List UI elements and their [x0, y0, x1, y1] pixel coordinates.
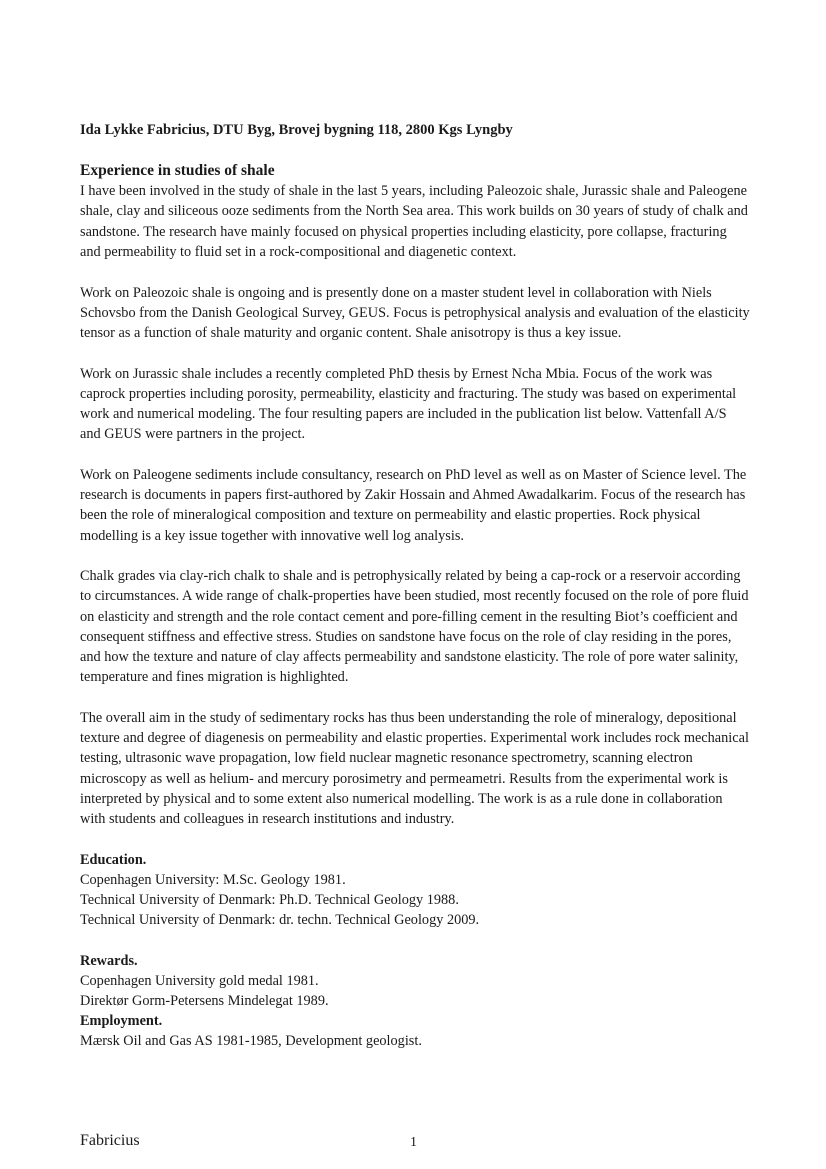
experience-paragraph-5: Chalk grades via clay-rich chalk to shale and is petrophysically related by being a cap-rock or a reservoir according to circumstances. A wide range of chalk-properties have been studied, most recently focused on the role of pore fluid on elasticity and strength and the role contact cement and pore-filling cement in the resulting Biot’s coefficient and consequent stiffness and effective stress. Studies on sandstone have focus on the role of clay residing in the pores, and how the texture and nature of clay affects permeability and sandstone elasticity. The role of pore water salinity, temperature and fines migration is highlighted.	[80, 568, 749, 686]
experience-paragraph-1: I have been involved in the study of shale in the last 5 years, including Paleozoic shale, Jurassic shale and Paleogene shale, clay and siliceous ooze sediments from the North Sea area. This work builds on 30 years of study of chalk and sandstone. The research have mainly focused on physical properties including elasticity, pore collapse, fracturing and permeability to fluid set in a rock-compositional and diagenetic context.	[80, 183, 748, 260]
rewards-title: Rewards.	[80, 952, 138, 969]
education-item: Technical University of Denmark: Ph.D. Technical Geology 1988.	[80, 892, 459, 909]
footer-author-name: Fabricius	[80, 1132, 140, 1149]
education-title: Education.	[80, 851, 147, 868]
rewards-item: Copenhagen University gold medal 1981.	[80, 972, 319, 989]
experience-section-title: Experience in studies of shale	[80, 162, 275, 180]
author-affiliation-line: Ida Lykke Fabricius, DTU Byg, Brovej bygning 118, 2800 Kgs Lyngby	[80, 122, 513, 138]
education-item: Technical University of Denmark: dr. techn. Technical Geology 2009.	[80, 912, 480, 929]
education-item: Copenhagen University: M.Sc. Geology 1981.	[80, 871, 346, 888]
experience-paragraph-3: Work on Jurassic shale includes a recently completed PhD thesis by Ernest Ncha Mbia. Focus of the work was caprock properties including porosity, permeability, elasticity and fracturing. The study was based on experimental work and numerical modeling. The four resulting papers are included in the publication list below. Vattenfall A/S and GEUS were partners in the project.	[80, 365, 737, 443]
experience-paragraph-6: The overall aim in the study of sedimentary rocks has thus been understanding the role of mineralogy, depositional texture and degree of diagenesis on permeability and elastic properties. Experimental work includes rock mechanical testing, ultrasonic wave propagation, low field nuclear magnetic resonance spectrometry, scanning electron microscopy as well as helium- and mercury porosimetry and permeametri. Results from the experimental work is interpreted by physical and to some extent also numerical modelling. The work is as a rule done in collaboration with students and colleagues in research institutions and industry.	[80, 709, 749, 827]
experience-paragraph-2: Work on Paleozoic shale is ongoing and is presently done on a master student level in collaboration with Niels Schovsbo from the Danish Geological Survey, GEUS. Focus is petrophysical analysis and evaluation of the elasticity tensor as a function of shale maturity and organic content. Shale anisotropy is thus a key issue.	[80, 284, 750, 341]
experience-paragraph-4: Work on Paleogene sediments include consultancy, research on PhD level as well as on Master of Science level. The research is documents in papers first-authored by Zakir Hossain and Ahmed Awadalkarim. Focus of the research has been the role of mineralogical composition and texture on permeability and elastic properties. Rock physical modelling is a key issue together with innovative well log analysis.	[80, 466, 747, 544]
rewards-item: Direktør Gorm-Petersens Mindelegat 1989.	[80, 992, 329, 1009]
footer-page-number: 1	[410, 1135, 417, 1150]
employment-item: Mærsk Oil and Gas AS 1981-1985, Development geologist.	[80, 1033, 422, 1050]
section-spacer	[80, 931, 750, 951]
employment-title: Employment.	[80, 1013, 163, 1030]
document-page	[80, 120, 750, 1052]
